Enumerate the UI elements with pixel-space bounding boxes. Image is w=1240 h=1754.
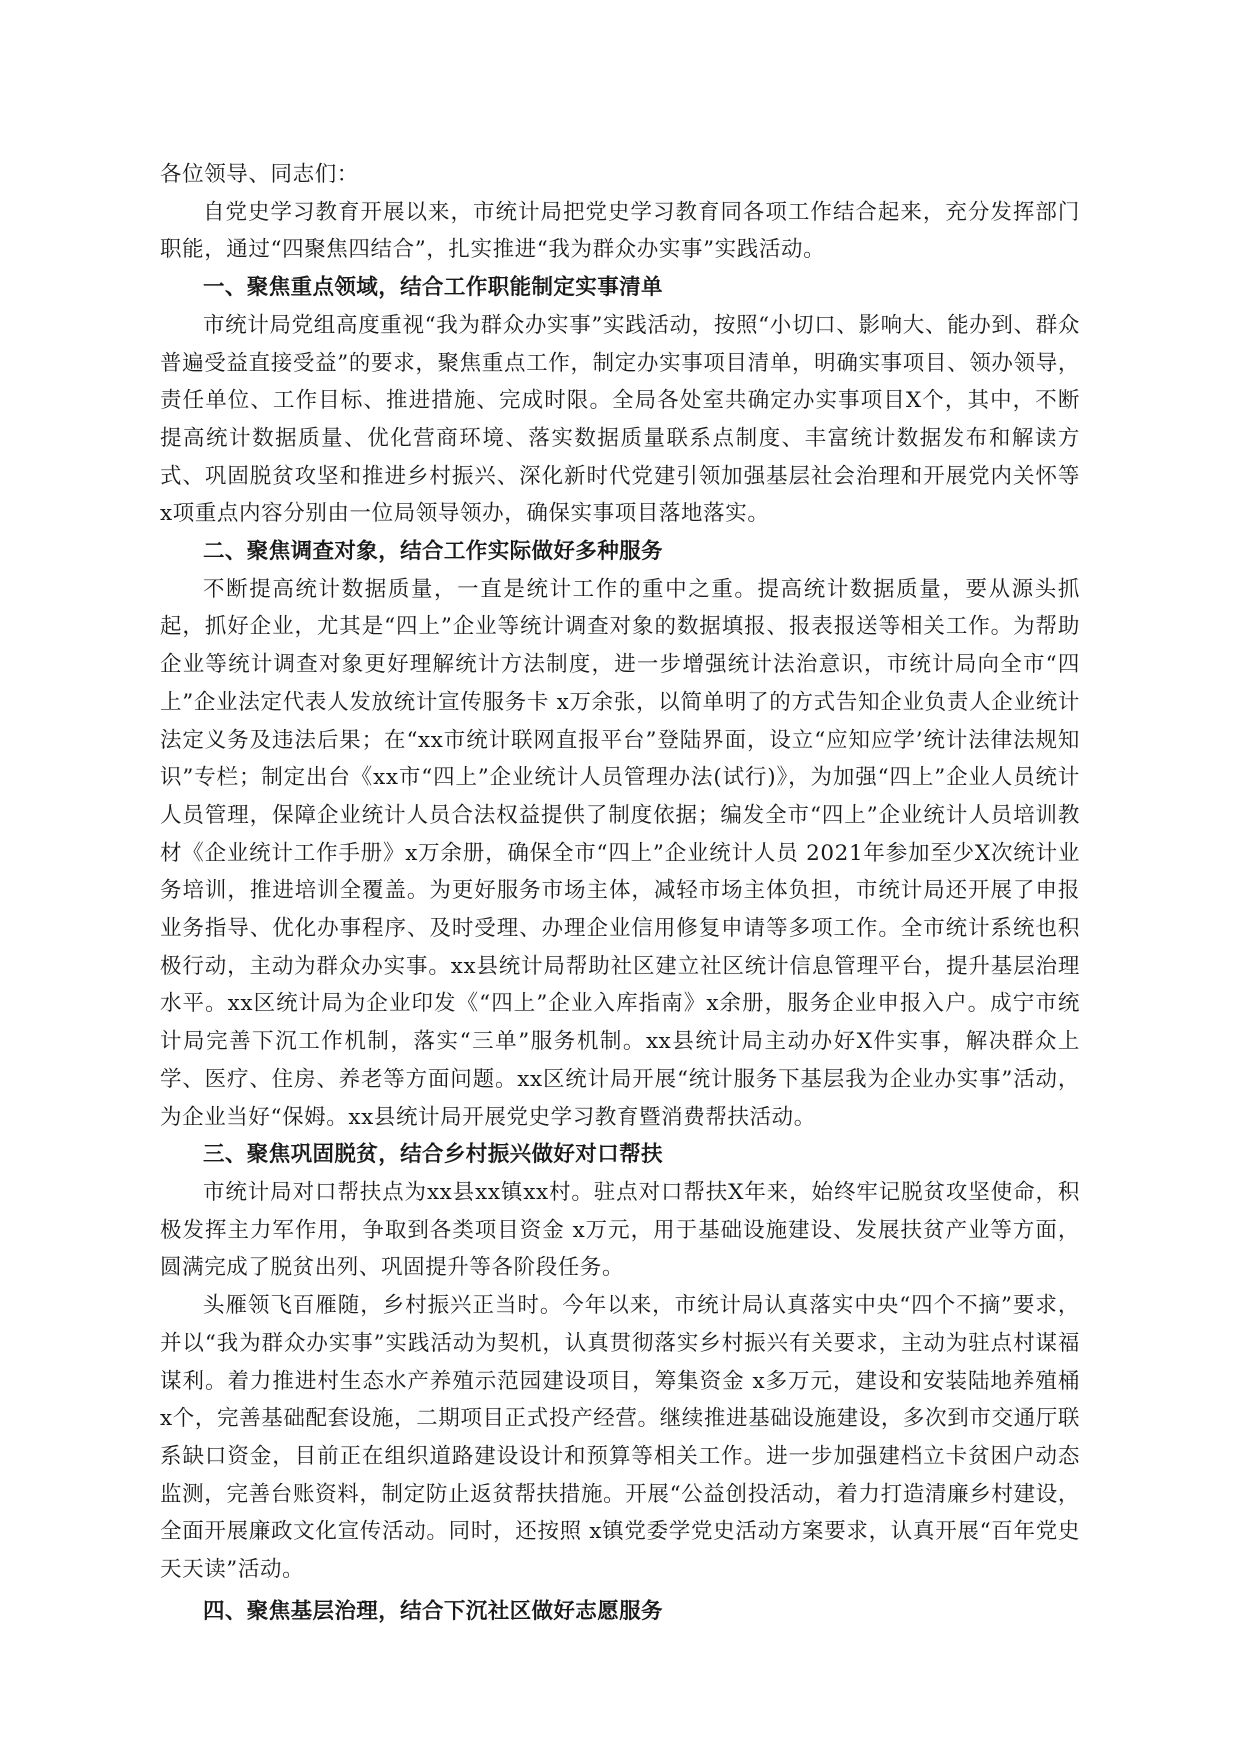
section-1-paragraph-1: 市统计局党组高度重视“我为群众办实事”实践活动，按照“小切口、影响大、能办到、群众普遍受益直接受益”的要求，聚焦重点工作，制定办实事项目清单，明确实事项目、领办领导，责任单位、工作目标、推进措施、完成时限。全局各处室共确定办实事项目X个，其中，不断提高统计数据质量、优化营商环境、落实数据质量联系点制度、丰富统计数据发布和解读方式、巩固脱贫攻坚和推进乡村振兴、深化新时代党建引领加强基层社会治理和开展党内关怀等 x项重点内容分别由一位局领导领办，确保实事项目落地落实。 (160, 312, 1080, 527)
section-2-paragraph-1: 不断提高统计数据质量，一直是统计工作的重中之重。提高统计数据质量，要从源头抓起，抓好企业，尤其是“四上”企业等统计调查对象的数据填报、报表报送等相关工作。为帮助企业等统计调查对象更好理解统计方法制度，进一步增强统计法治意识，市统计局向全市“四上”企业法定代表人发放统计宣传服务卡 x万余张，以简单明了的方式告知企业负责人企业统计法定义务及违法后果；在“xx市统计联网直报平台”登陆界面，设立“应知应学’统计法律法规知识”专栏；制定出台《xx市“四上”企业统计人员管理办法(试行)》，为加强“四上”企业人员统计人员管理，保障企业统计人员合法权益提供了制度依据；编发全市“四上”企业统计人员培训教材《企业统计工作手册》x万余册，确保全市“四上”企业统计人员 2021年参加至少X次统计业务培训，推进培训全覆盖。为更好服务市场主体，减轻市场主体负担，市统计局还开展了申报业务指导、优化办事程序、及时受理、办理企业信用修复申请等多项工作。全市统计系统也积极行动，主动为群众办实事。xx县统计局帮助社区建立社区统计信息管理平台，提升基层治理水平。xx区统计局为企业印发《“四上”企业入库指南》x余册，服务企业申报入户。成宁市统计局完善下沉工作机制，落实“三单”服务机制。xx县统计局主动办好X件实事，解决群众上学、医疗、住房、养老等方面问题。xx区统计局开展“统计服务下基层我为企业办实事”活动，为企业当好“保姆。xx县统计局开展党史学习教育暨消费帮扶活动。 (160, 576, 1080, 1130)
section-1-heading: 一、聚焦重点领域，结合工作职能制定实事清单 (203, 275, 663, 301)
intro-paragraph: 自党史学习教育开展以来，市统计局把党史学习教育同各项工作结合起来，充分发挥部门职能，通过“四聚焦四结合”，扎实推进“我为群众办实事”实践活动。 (160, 199, 1080, 263)
section-3-heading: 三、聚焦巩固脱贫，结合乡村振兴做好对口帮扶 (203, 1142, 663, 1168)
section-4-heading: 四、聚焦基层治理，结合下沉社区做好志愿服务 (203, 1598, 663, 1624)
section-3-paragraph-1: 市统计局对口帮扶点为xx县xx镇xx村。驻点对口帮扶X年来，始终牢记脱贫攻坚使命，积极发挥主力军作用，争取到各类项目资金 x万元，用于基础设施建设、发展扶贫产业等方面，圆满完成了脱贫出列、巩固提升等各阶段任务。 (160, 1179, 1080, 1281)
section-2-heading: 二、聚焦调查对象，结合工作实际做好多种服务 (203, 539, 663, 565)
section-3-paragraph-2: 头雁领飞百雁随，乡村振兴正当时。今年以来，市统计局认真落实中央“四个不摘”要求，并以“我为群众办实事”实践活动为契机，认真贯彻落实乡村振兴有关要求，主动为驻点村谋福谋利。着力推进村生态水产养殖示范园建设项目，筹集资金 x多万元，建设和安装陆地养殖桶 x个，完善基础配套设施，二期项目正式投产经营。继续推进基础设施建设，多次到市交通厅联系缺口资金，目前正在组织道路建设设计和预算等相关工作。进一步加强建档立卡贫困户动态监测，完善台账资料，制定防止返贫帮扶措施。开展“公益创投活动，着力打造清廉乡村建设，全面开展廉政文化宣传活动。同时，还按照 x镇党委学党史活动方案要求，认真开展“百年党史天天读”活动。 (160, 1293, 1080, 1583)
document-body (160, 156, 1080, 1630)
salutation: 各位领导、同志们： (160, 162, 359, 187)
